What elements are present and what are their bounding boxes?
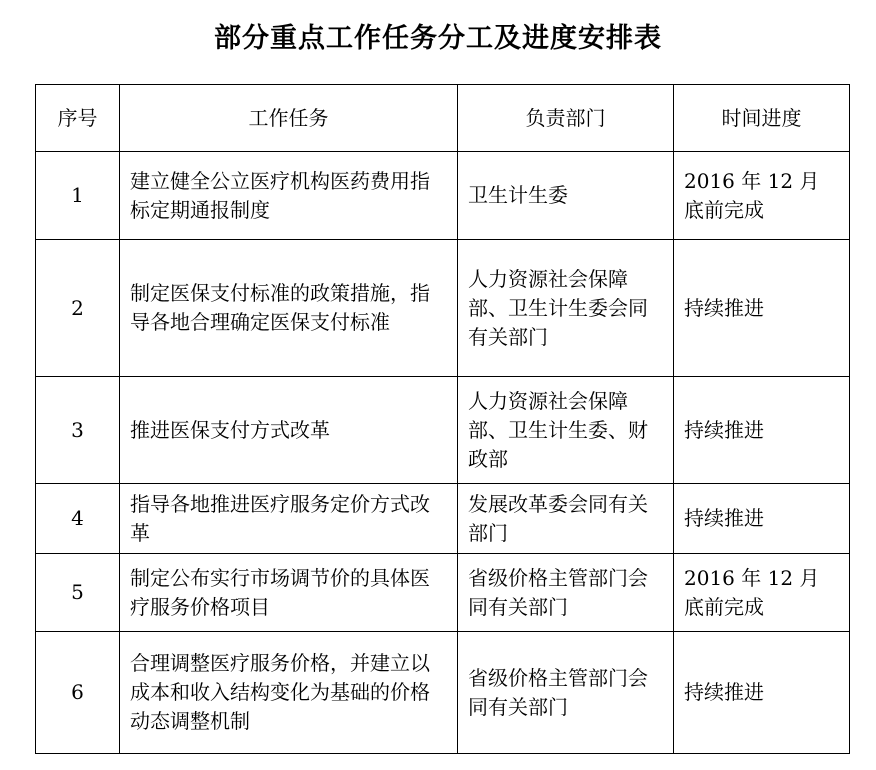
table-row bbox=[36, 377, 850, 484]
header-dept: 负责部门 bbox=[458, 85, 674, 152]
task-table bbox=[35, 84, 850, 754]
table-row bbox=[36, 240, 850, 377]
row-time: 持续推进 bbox=[674, 484, 850, 554]
page-title: 部分重点工作任务分工及进度安排表 bbox=[214, 23, 662, 54]
row-dept: 发展改革委会同有关部门 bbox=[458, 484, 674, 554]
row-dept: 卫生计生委 bbox=[458, 152, 674, 240]
row-dept: 人力资源社会保障部、卫生计生委、财政部 bbox=[458, 377, 674, 484]
row-no: 3 bbox=[36, 377, 120, 484]
table-header-row bbox=[36, 85, 850, 152]
row-task: 建立健全公立医疗机构医药费用指标定期通报制度 bbox=[120, 152, 458, 240]
header-no: 序号 bbox=[36, 85, 120, 152]
row-time: 持续推进 bbox=[674, 377, 850, 484]
row-task: 制定公布实行市场调节价的具体医疗服务价格项目 bbox=[120, 554, 458, 632]
row-dept: 省级价格主管部门会同有关部门 bbox=[458, 554, 674, 632]
row-task: 合理调整医疗服务价格，并建立以成本和收入结构变化为基础的价格动态调整机制 bbox=[120, 632, 458, 754]
table-row bbox=[36, 152, 850, 240]
header-task: 工作任务 bbox=[120, 85, 458, 152]
row-no: 6 bbox=[36, 632, 120, 754]
row-no: 1 bbox=[36, 152, 120, 240]
table-row bbox=[36, 484, 850, 554]
row-dept: 省级价格主管部门会同有关部门 bbox=[458, 632, 674, 754]
row-time: 持续推进 bbox=[674, 240, 850, 377]
header-time: 时间进度 bbox=[674, 85, 850, 152]
row-dept: 人力资源社会保障部、卫生计生委会同有关部门 bbox=[458, 240, 674, 377]
table-row bbox=[36, 554, 850, 632]
row-time: 2016 年 12 月底前完成 bbox=[674, 554, 850, 632]
row-task: 指导各地推进医疗服务定价方式改革 bbox=[120, 484, 458, 554]
row-task: 推进医保支付方式改革 bbox=[120, 377, 458, 484]
row-time: 2016 年 12 月底前完成 bbox=[674, 152, 850, 240]
table-row bbox=[36, 632, 850, 754]
row-task: 制定医保支付标准的政策措施，指导各地合理确定医保支付标准 bbox=[120, 240, 458, 377]
row-no: 5 bbox=[36, 554, 120, 632]
row-no: 2 bbox=[36, 240, 120, 377]
row-no: 4 bbox=[36, 484, 120, 554]
row-time: 持续推进 bbox=[674, 632, 850, 754]
